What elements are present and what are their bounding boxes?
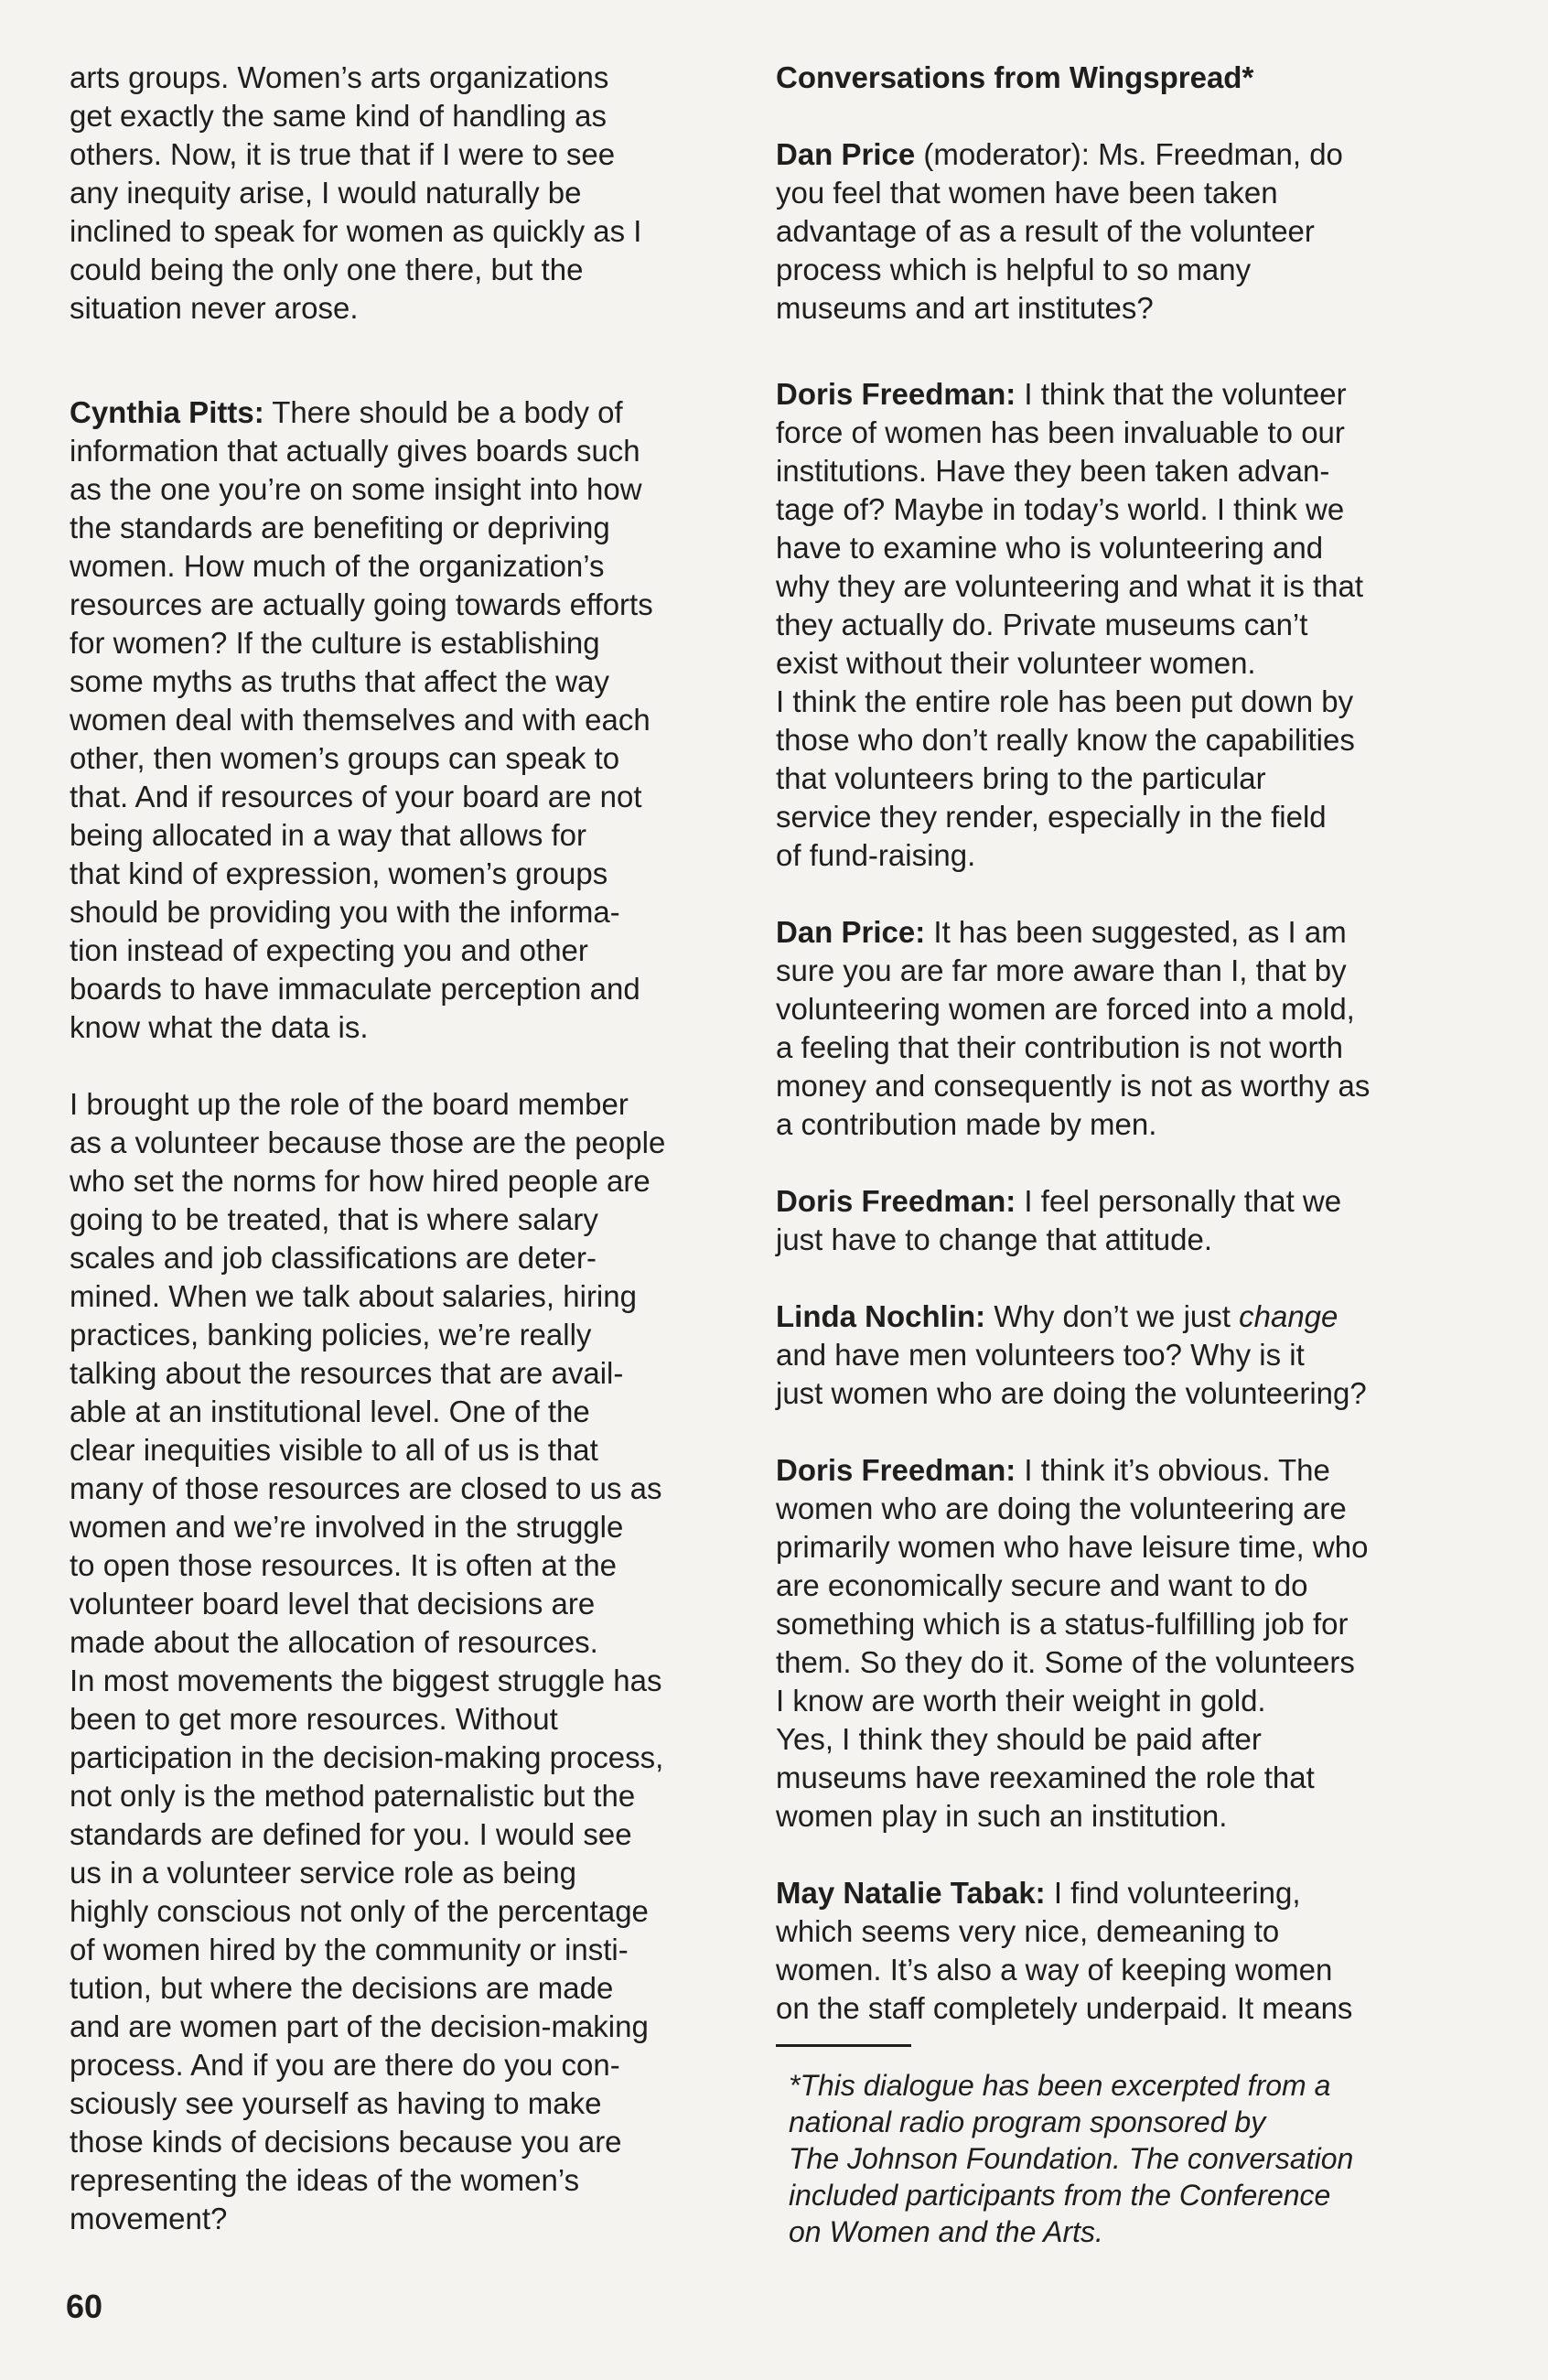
text-line: of fund-raising. bbox=[776, 838, 976, 872]
text-line: that kind of expression, women’s groups bbox=[70, 856, 608, 890]
text-line: boards to have immaculate perception and bbox=[70, 972, 640, 1006]
text-line bbox=[776, 1298, 1453, 1336]
text-line: participation in the decision-making process, bbox=[70, 1740, 664, 1774]
footnote bbox=[776, 2067, 1453, 2250]
text-line: which seems very nice, demeaning to bbox=[776, 1914, 1280, 1948]
left-column bbox=[70, 59, 745, 2238]
text-fragment: I feel personally that we bbox=[1016, 1184, 1342, 1218]
text-line: as the one you’re on some insight into how bbox=[70, 472, 642, 506]
text-line: being allocated in a way that allows for bbox=[70, 818, 586, 852]
text-line: them. So they do it. Some of the volunteers bbox=[776, 1645, 1355, 1679]
text-fragment: It has been suggested, as I am bbox=[925, 915, 1347, 949]
text-line: service they render, especially in the field bbox=[776, 800, 1327, 834]
text-line: information that actually gives boards such bbox=[70, 434, 640, 468]
speaker-name: Linda Nochlin: bbox=[776, 1299, 986, 1333]
text-line: money and consequently is not as worthy as bbox=[776, 1069, 1371, 1103]
text-line: advantage of as a result of the volunteer bbox=[776, 214, 1315, 248]
footnote-divider bbox=[776, 2044, 911, 2047]
text-line: on the staff completely underpaid. It means bbox=[776, 1991, 1353, 2025]
text-line: some myths as truths that affect the way bbox=[70, 664, 609, 698]
paragraph-linda-nochlin bbox=[776, 1298, 1453, 1413]
text-line: movement? bbox=[70, 2202, 228, 2235]
text-line: been to get more resources. Without bbox=[70, 1702, 558, 1736]
text-line: situation never arose. bbox=[70, 291, 359, 325]
text-line: any inequity arise, I would naturally be bbox=[70, 176, 582, 210]
text-line: tion instead of expecting you and other bbox=[70, 933, 588, 967]
text-fragment: I think it’s obvious. The bbox=[1016, 1453, 1330, 1487]
text-line: clear inequities visible to all of us is that bbox=[70, 1433, 598, 1467]
text-fragment: There should be a body of bbox=[263, 395, 623, 429]
text-line: women who are doing the volunteering are bbox=[776, 1492, 1347, 1525]
text-line bbox=[776, 135, 1453, 174]
speaker-name: Doris Freedman: bbox=[776, 1184, 1016, 1218]
text-line: a contribution made by men. bbox=[776, 1107, 1157, 1141]
footnote-line: included participants from the Conference bbox=[789, 2179, 1331, 2212]
text-line: women. It’s also a way of keeping women bbox=[776, 1953, 1333, 1987]
text-line: know what the data is. bbox=[70, 1010, 369, 1044]
text-line: many of those resources are closed to us as bbox=[70, 1471, 662, 1505]
text-line: inclined to speak for women as quickly as I bbox=[70, 214, 642, 248]
text-line: force of women has been invaluable to our bbox=[776, 415, 1345, 449]
text-line: as a volunteer because those are the people bbox=[70, 1125, 666, 1159]
text-line: sure you are far more aware than I, that by bbox=[776, 953, 1347, 987]
text-line: those who don’t really know the capabilities bbox=[776, 723, 1355, 757]
text-line: for women? If the culture is establishing bbox=[70, 626, 600, 660]
text-line: standards are defined for you. I would see bbox=[70, 1817, 632, 1851]
text-fragment: I think that the volunteer bbox=[1016, 377, 1347, 411]
text-line: a feeling that their contribution is not worth bbox=[776, 1030, 1344, 1064]
footnote-line: national radio program sponsored by bbox=[789, 2105, 1266, 2138]
text-line: just women who are doing the volunteering? bbox=[776, 1376, 1367, 1410]
text-line: volunteer board level that decisions are bbox=[70, 1587, 596, 1621]
speaker-name: Doris Freedman: bbox=[776, 377, 1016, 411]
paragraph-dan-price bbox=[776, 913, 1453, 1144]
text-line: Yes, I think they should be paid after bbox=[776, 1722, 1262, 1756]
text-line: museums have reexamined the role that bbox=[776, 1761, 1315, 1794]
text-line: who set the norms for how hired people are bbox=[70, 1164, 650, 1198]
text-line: In most movements the biggest struggle has bbox=[70, 1664, 662, 1697]
text-line: scales and job classifications are deter- bbox=[70, 1241, 597, 1275]
text-line: other, then women’s groups can speak to bbox=[70, 741, 620, 775]
text-line: others. Now, it is true that if I were to see bbox=[70, 137, 616, 171]
paragraph-may-natalie-tabak bbox=[776, 1874, 1453, 2028]
text-line: why they are volunteering and what it is that bbox=[776, 569, 1364, 603]
footnote-line: on Women and the Arts. bbox=[789, 2215, 1103, 2248]
text-line: highly conscious not only of the percentage bbox=[70, 1894, 649, 1928]
text-line: are economically secure and want to do bbox=[776, 1568, 1308, 1602]
text-line: could being the only one there, but the bbox=[70, 253, 584, 286]
text-fragment: I find volunteering, bbox=[1045, 1876, 1301, 1910]
text-line: they actually do. Private museums can’t bbox=[776, 608, 1308, 641]
text-line: just have to change that attitude. bbox=[776, 1222, 1213, 1256]
text-line: that volunteers bring to the particular bbox=[776, 761, 1266, 795]
text-line: sciously see yourself as having to make bbox=[70, 2086, 602, 2120]
text-line: I think the entire role has been put down by bbox=[776, 684, 1354, 718]
text-line bbox=[776, 1182, 1453, 1221]
text-line: volunteering women are forced into a mold, bbox=[776, 992, 1355, 1026]
speaker-name: Cynthia Pitts: bbox=[70, 395, 264, 429]
text-fragment: (moderator): Ms. Freedman, do bbox=[915, 137, 1343, 171]
text-line bbox=[776, 913, 1453, 952]
text-line: something which is a status-fulfilling job for bbox=[776, 1607, 1349, 1641]
text-line: I brought up the role of the board member bbox=[70, 1087, 629, 1121]
speaker-name: Doris Freedman: bbox=[776, 1453, 1016, 1487]
footnote-line: *This dialogue has been excerpted from a bbox=[789, 2069, 1331, 2102]
paragraph-doris-freedman bbox=[776, 1451, 1453, 1836]
text-line bbox=[776, 1451, 1453, 1490]
text-line: and are women part of the decision-making bbox=[70, 2009, 649, 2043]
text-line: process which is helpful to so many bbox=[776, 253, 1252, 286]
text-line: should be providing you with the informa- bbox=[70, 895, 620, 929]
text-line: arts groups. Women’s arts organizations bbox=[70, 60, 609, 94]
text-line: to open those resources. It is often at the bbox=[70, 1548, 618, 1582]
text-line: museums and art institutes? bbox=[776, 291, 1154, 325]
text-line: get exactly the same kind of handling as bbox=[70, 99, 607, 133]
footnote-line: The Johnson Foundation. The conversation bbox=[789, 2142, 1354, 2175]
text-line: primarily women who have leisure time, who bbox=[776, 1530, 1369, 1564]
text-line: institutions. Have they been taken advan- bbox=[776, 454, 1330, 488]
text-line: tage of? Maybe in today’s world. I think we bbox=[776, 492, 1345, 526]
text-line bbox=[776, 1874, 1453, 1912]
text-line: I know are worth their weight in gold. bbox=[776, 1684, 1266, 1718]
text-line: have to examine who is volunteering and bbox=[776, 531, 1324, 565]
paragraph-doris-freedman bbox=[776, 1182, 1453, 1259]
text-line: and have men volunteers too? Why is it bbox=[776, 1338, 1305, 1372]
text-line: of women hired by the community or insti- bbox=[70, 1933, 629, 1966]
text-line: resources are actually going towards efforts bbox=[70, 587, 653, 621]
text-line: women play in such an institution. bbox=[776, 1799, 1228, 1833]
text-line: exist without their volunteer women. bbox=[776, 646, 1256, 680]
paragraph-cynthia-pitts bbox=[70, 393, 745, 1047]
text-line: made about the allocation of resources. bbox=[70, 1625, 598, 1659]
text-line: you feel that women have been taken bbox=[776, 176, 1278, 210]
text-line: women. How much of the organization’s bbox=[70, 549, 605, 583]
right-column bbox=[776, 59, 1453, 2250]
text-line: the standards are benefiting or depriving bbox=[70, 511, 610, 544]
paragraph bbox=[70, 59, 745, 328]
text-line bbox=[776, 375, 1453, 414]
page-number: 60 bbox=[66, 2288, 103, 2325]
text-fragment: Why don’t we just bbox=[985, 1299, 1240, 1333]
speaker-name: May Natalie Tabak: bbox=[776, 1876, 1046, 1910]
text-line: process. And if you are there do you con- bbox=[70, 2048, 620, 2082]
text-line: going to be treated, that is where salary bbox=[70, 1202, 598, 1236]
speaker-name: Dan Price: bbox=[776, 915, 926, 949]
text-line: women deal with themselves and with each bbox=[70, 703, 650, 737]
text-line: those kinds of decisions because you are bbox=[70, 2125, 622, 2159]
speaker-name: Dan Price bbox=[776, 137, 916, 171]
emphasis-text: change bbox=[1239, 1299, 1338, 1333]
paragraph-dan-price bbox=[776, 135, 1453, 328]
text-line: women and we’re involved in the struggle bbox=[70, 1510, 624, 1544]
text-line: practices, banking policies, we’re really bbox=[70, 1318, 592, 1352]
paragraph-doris-freedman bbox=[776, 375, 1453, 875]
text-line: talking about the resources that are avail- bbox=[70, 1356, 624, 1390]
text-line: us in a volunteer service role as being bbox=[70, 1856, 576, 1890]
text-line: mined. When we talk about salaries, hiring bbox=[70, 1279, 637, 1313]
text-line: able at an institutional level. One of the bbox=[70, 1395, 590, 1428]
text-line: representing the ideas of the women’s bbox=[70, 2163, 580, 2197]
section-title: Conversations from Wingspread* bbox=[776, 60, 1254, 94]
text-line: not only is the method paternalistic but the bbox=[70, 1779, 636, 1813]
text-line: tution, but where the decisions are made bbox=[70, 1971, 614, 2005]
text-line bbox=[70, 393, 745, 432]
text-line: that. And if resources of your board are not bbox=[70, 780, 642, 813]
paragraph bbox=[70, 1085, 745, 2238]
